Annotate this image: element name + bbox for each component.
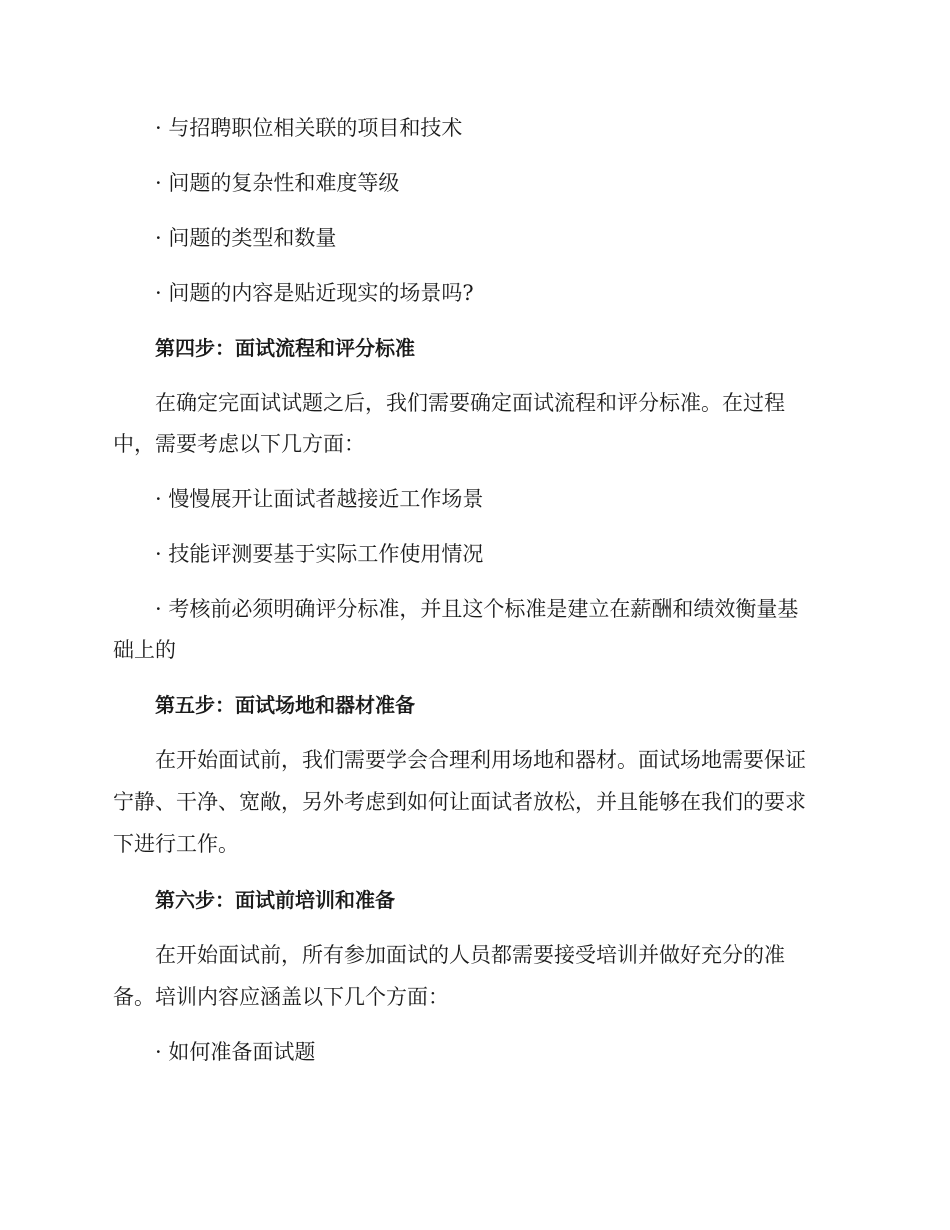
section-heading: 第五步：面试场地和器材准备 [155,693,415,717]
bullet-item: · 与招聘职位相关联的项目和技术 [155,116,463,140]
bullet-item: · 如何准备面试题 [155,1040,316,1064]
paragraph-line: 宁静、干净、宽敞，另外考虑到如何让面试者放松，并且能够在我们的要求 [113,790,806,814]
bullet-item: · 技能评测要基于实际工作使用情况 [155,542,484,566]
section-heading: 第四步：面试流程和评分标准 [155,336,415,360]
paragraph-line: 备。培训内容应涵盖以下几个方面： [113,985,449,1009]
bullet-item: · 考核前必须明确评分标准，并且这个标准是建立在薪酬和绩效衡量基 [155,597,799,621]
bullet-item: · 问题的复杂性和难度等级 [155,171,400,195]
paragraph-line: 下进行工作。 [113,832,239,856]
section-heading: 第六步：面试前培训和准备 [155,888,395,912]
bullet-item: · 问题的类型和数量 [155,226,337,250]
paragraph-line: 在开始面试前，我们需要学会合理利用场地和器材。面试场地需要保证 [155,748,806,772]
paragraph-line: 在开始面试前，所有参加面试的人员都需要接受培训并做好充分的准 [155,943,785,967]
paragraph-line: 在确定完面试试题之后，我们需要确定面试流程和评分标准。在过程 [155,391,785,415]
paragraph-line: 中，需要考虑以下几方面： [113,432,365,456]
bullet-item-continuation: 础上的 [113,638,176,662]
bullet-item: · 慢慢展开让面试者越接近工作场景 [155,487,484,511]
bullet-item: · 问题的内容是贴近现实的场景吗? [155,281,474,305]
